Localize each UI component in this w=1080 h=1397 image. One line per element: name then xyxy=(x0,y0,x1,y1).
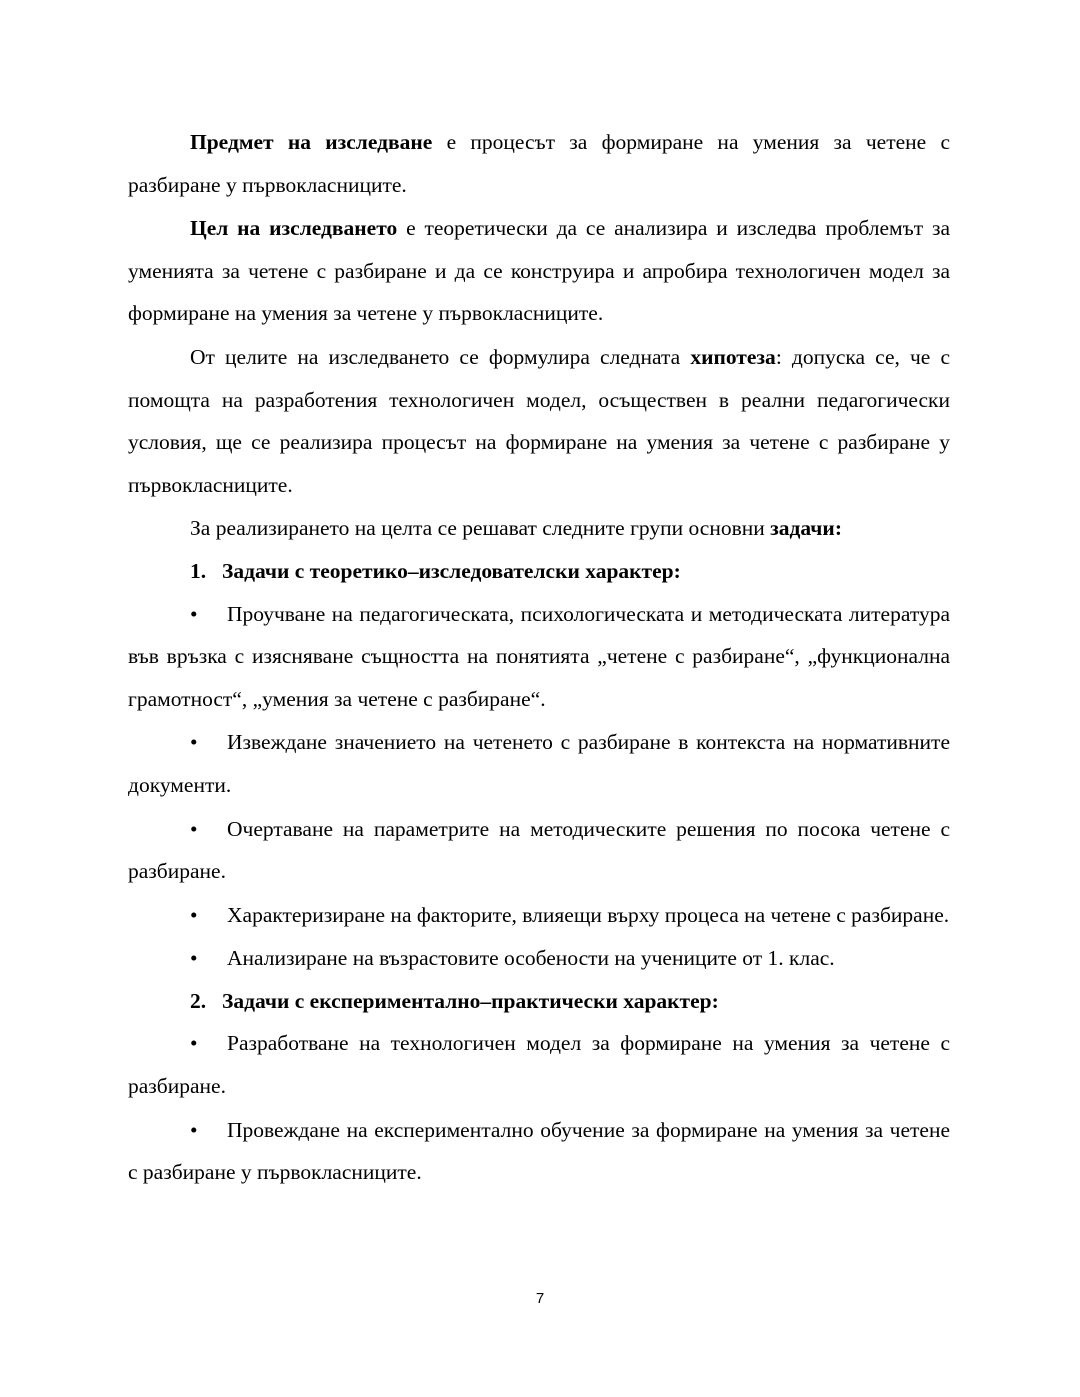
page-number: 7 xyxy=(535,1290,545,1307)
task-list-item xyxy=(128,937,950,980)
bullet-icon: • xyxy=(190,902,198,927)
subject-text: е процесът за формиране на умения за четене с разбиране у първокласниците. xyxy=(128,130,950,197)
task-list-item xyxy=(128,808,950,893)
bullet-icon: • xyxy=(190,1117,198,1142)
task-text: Характеризиране на факторите, влияещи върху процеса на четене с разбиране. xyxy=(227,902,950,927)
task-list-item xyxy=(128,894,950,937)
task-text: Извеждане значението на четенето с разбиране в контекста на нормативните документи. xyxy=(128,730,950,797)
task-group-heading-2 xyxy=(128,980,950,1023)
task-text: Анализиране на възрастовите особености на учениците от 1. клас. xyxy=(227,946,835,971)
hypothesis-term: хипотеза xyxy=(690,344,776,369)
task-list-item xyxy=(128,593,950,721)
task-text: Провеждане на експериментално обучение за формиране на умения за четене с разбиране у първокласниците. xyxy=(128,1117,950,1185)
task-list-item xyxy=(128,721,950,806)
paragraph-goal xyxy=(128,207,950,335)
task-group-title: Задачи с теоретико–изследователски характер: xyxy=(222,558,681,583)
bullet-icon: • xyxy=(190,601,198,626)
paragraph-hypothesis xyxy=(128,336,950,506)
hypothesis-lead: От целите на изследването се формулира следната xyxy=(190,344,691,369)
task-list-item xyxy=(128,1022,950,1107)
document-page xyxy=(128,121,950,1194)
hypothesis-text: : допуска се, че с помощта на разработения технологичен модел, осъществен в реални педагогически условия, ще се реализира процесът на формиране на умения за четене с разбиране у първокласниците. xyxy=(128,344,950,497)
task-text: Разработване на технологичен модел за формиране на умения за четене с разбиране. xyxy=(128,1031,950,1099)
paragraph-tasks-intro xyxy=(128,507,950,550)
task-group-number: 1. xyxy=(190,558,207,583)
task-text: Очертаване на параметрите на методическите решения по посока четене с разбиране. xyxy=(128,816,950,884)
bullet-icon: • xyxy=(190,1031,198,1056)
task-group-number: 2. xyxy=(190,988,207,1013)
task-group-heading-1 xyxy=(128,550,950,593)
subject-term: Предмет на изследване xyxy=(190,130,433,154)
task-text: Проучване на педагогическата, психологическата и методическата литература във връзка с изясняване същността на понятията „четене с разбиране“, „функционална грамотност“, „умения за четене с разбиране“. xyxy=(128,601,950,711)
task-group-title: Задачи с експериментално–практически характер: xyxy=(222,988,719,1013)
bullet-icon: • xyxy=(190,816,198,841)
tasks-intro-text: За реализирането на целта се решават следните групи основни xyxy=(190,516,771,541)
bullet-icon: • xyxy=(190,730,198,755)
goal-text: е теоретически да се анализира и изследва проблемът за уменията за четене с разбиране и да се конструира и апробира технологичен модел за формиране на умения за четене у първокласниците. xyxy=(128,216,950,326)
bullet-icon: • xyxy=(190,946,198,971)
goal-term: Цел на изследването xyxy=(190,216,398,241)
paragraph-subject xyxy=(128,121,950,206)
tasks-term: задачи: xyxy=(770,516,842,541)
task-list-item xyxy=(128,1109,950,1194)
